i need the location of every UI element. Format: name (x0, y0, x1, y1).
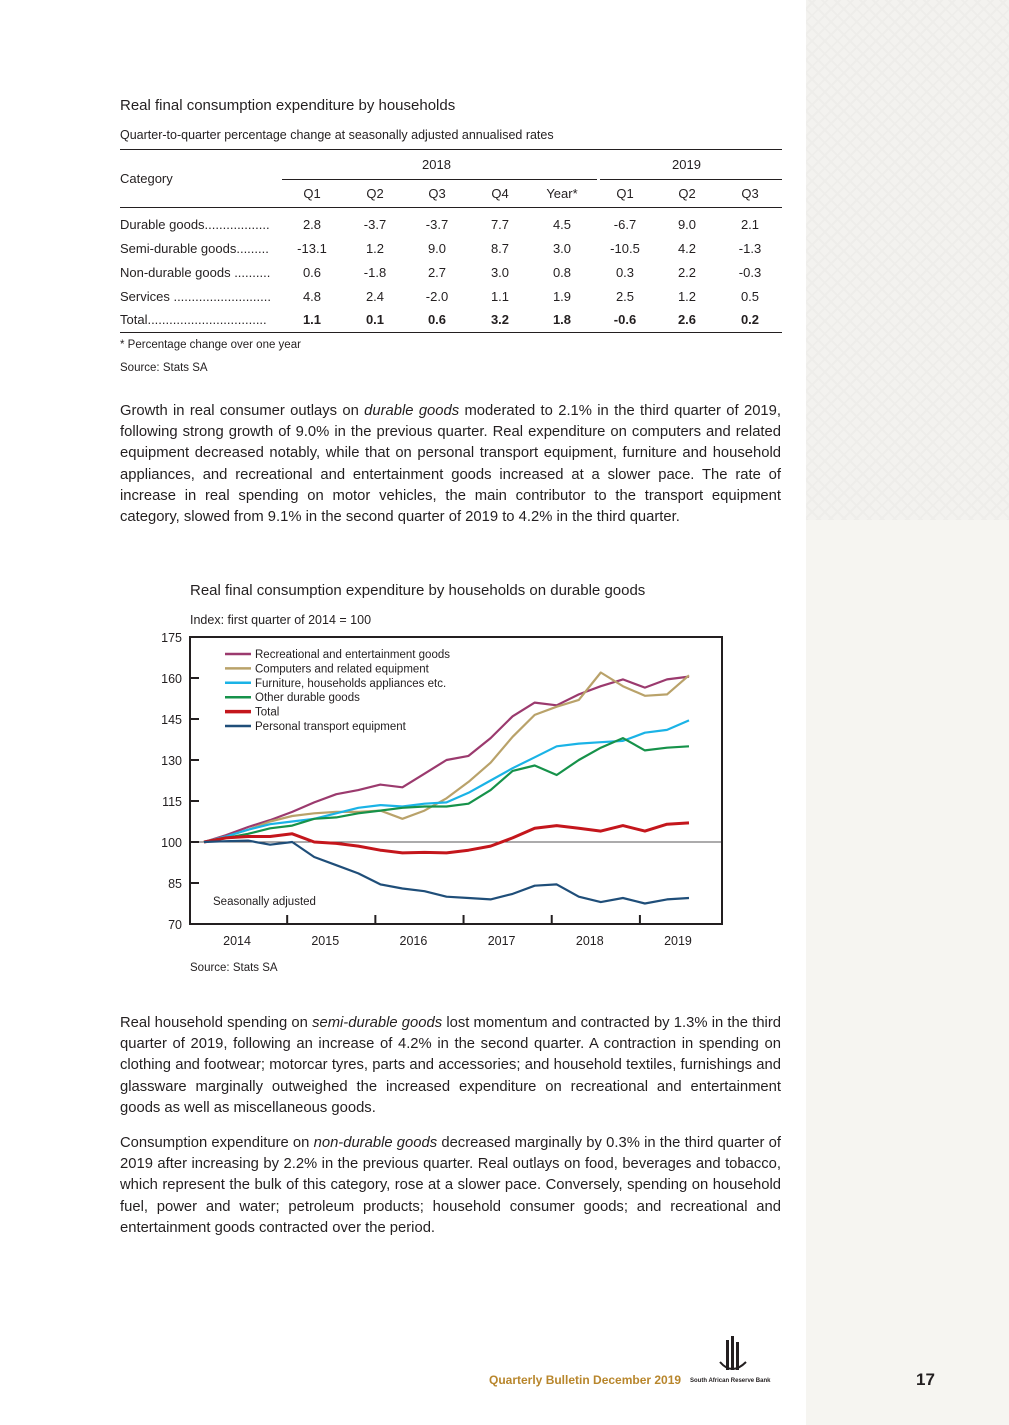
quarter-header: Q4 (491, 186, 509, 201)
table-row-label: Durable goods.................. (120, 217, 270, 232)
legend-label: Recreational and entertainment goods (255, 649, 450, 661)
y-tick-label: 70 (168, 918, 182, 932)
y-tick-label: 85 (168, 877, 182, 891)
quarter-header: Q2 (678, 186, 696, 201)
legend-label: Total (255, 706, 280, 719)
table-cell: 3.0 (490, 265, 510, 280)
table-cell: 4.8 (302, 289, 322, 304)
decorative-sidebar-lower (806, 520, 1009, 1425)
chart-y-label: Index: first quarter of 2014 = 100 (190, 613, 372, 627)
quarter-header: Q3 (741, 186, 759, 201)
table-cell: 1.2 (677, 289, 697, 304)
table-cell: 0.6 (427, 312, 447, 327)
table-cell: -13.1 (297, 241, 327, 256)
year-2018-rule (282, 179, 597, 180)
table-cell: 0.2 (740, 312, 760, 327)
table-cell: 0.8 (552, 265, 572, 280)
table-source: Source: Stats SA (120, 362, 208, 374)
legend-label: Computers and related equipment (255, 663, 429, 676)
table-cell: 8.7 (490, 241, 510, 256)
paragraph-non-durable-goods: Consumption expenditure on non-durable goods decreased marginally by 0.3% in the third quarter of 2019 after increasing by 2.2% in the previous quarter. Real outlays on food, beverages and tobacco, which represent the bulk of this category, rose at a slower pace. Conversely, spending on household fuel, power and water; petroleum products; household consumer goods; and recreational and entertainment goods contracted over the period. (120, 1135, 782, 1236)
year-header-2019: 2019 (672, 157, 701, 172)
table-cell: -2.0 (425, 289, 449, 304)
y-tick-label: 115 (162, 795, 182, 809)
series-line (204, 841, 689, 904)
bank-name: South African Reserve Bank (690, 1378, 771, 1384)
table-cell: 2.4 (365, 289, 385, 304)
table-bottom-rule (120, 332, 782, 333)
series-line (204, 738, 689, 842)
x-tick-label: 2019 (664, 934, 692, 948)
legend-label: Other durable goods (255, 692, 360, 705)
table-row-label: Total................................. (120, 312, 267, 327)
table-cell: 1.1 (302, 312, 322, 327)
bank-logo-icon (716, 1336, 752, 1376)
x-tick-label: 2016 (399, 934, 428, 948)
table-cell: 3.2 (490, 312, 510, 327)
table-cell: 2.5 (615, 289, 635, 304)
table-cell: -0.6 (613, 312, 637, 327)
table-cell: 7.7 (490, 217, 510, 232)
table-cell: -1.3 (738, 241, 762, 256)
table-row-label: Services ........................... (120, 289, 271, 304)
table-cell: -0.3 (738, 265, 762, 280)
table-cell: 0.1 (365, 312, 385, 327)
footer-publication: Quarterly Bulletin December 2019 (489, 1373, 682, 1387)
table-cell: 1.2 (365, 241, 385, 256)
table-cell: 1.1 (490, 289, 510, 304)
x-tick-label: 2017 (487, 934, 516, 948)
table-cell: -6.7 (613, 217, 637, 232)
table-cell: 2.2 (677, 265, 697, 280)
chart-annotation: Seasonally adjusted (213, 896, 316, 908)
y-tick-label: 160 (161, 672, 182, 686)
y-tick-label: 130 (161, 754, 182, 768)
table-cell: 9.0 (427, 241, 447, 256)
table-cell: -10.5 (610, 241, 640, 256)
table-cell: 3.0 (552, 241, 572, 256)
page-number: 17 (916, 1370, 935, 1389)
legend-label: Personal transport equipment (255, 721, 406, 733)
table-cell: 2.6 (677, 312, 697, 327)
category-header: Category (120, 171, 173, 186)
table-subtitle: Quarter-to-quarter percentage change at seasonally adjusted annualised rates (120, 128, 554, 142)
table-cell: 9.0 (677, 217, 697, 232)
quarter-header: Q1 (616, 186, 634, 201)
quarter-header: Year* (546, 186, 578, 201)
series-line (204, 677, 689, 842)
y-tick-label: 175 (161, 631, 182, 645)
table-row-label: Semi-durable goods......... (120, 241, 269, 256)
year-header-2018: 2018 (422, 157, 451, 172)
table-cell: 0.5 (740, 289, 760, 304)
table-cell: -3.7 (425, 217, 449, 232)
table-cell: 2.7 (427, 265, 447, 280)
x-tick-label: 2015 (311, 934, 340, 948)
table-cell: 2.1 (740, 217, 760, 232)
x-tick-label: 2018 (575, 934, 604, 948)
table-cell: 2.8 (302, 217, 322, 232)
table-cell: 1.8 (552, 312, 572, 327)
y-tick-label: 100 (161, 836, 182, 850)
table-cell: 0.6 (302, 265, 322, 280)
table-cell: -3.7 (363, 217, 387, 232)
plot-frame (190, 637, 722, 924)
table-cell: 4.2 (677, 241, 697, 256)
quarter-header: Q2 (366, 186, 384, 201)
table-footnote: * Percentage change over one year (120, 339, 301, 351)
paragraph-durable-goods: Growth in real consumer outlays on durable goods moderated to 2.1% in the third quarter of 2019, following strong growth of 9.0% in the previous quarter. Real expenditure on computers and related equipment decreased notably, while that on personal transport equipment, furniture and household appliances, and recreational and entertainment goods increased at a slower pace. The rate of increase in real spending on motor vehicles, the main contributor to the transport equipment category, slowed from 9.1% in the second quarter of 2019 to 4.2% in the third quarter. (120, 403, 782, 526)
paragraph-semi-durable-goods: Real household spending on semi-durable goods lost momentum and contracted by 1.3% in the third quarter of 2019, following an increase of 4.2% in the second quarter. A contraction in spending on clothing and footwear; motorcar tyres, parts and accessories; and household textiles, furnishings and glassware marginally outweighed the increased expenditure on recreational and entertainment goods as well as miscellaneous goods. (120, 1015, 781, 1116)
year-2019-rule (600, 179, 782, 180)
table-title: Real final consumption expenditure by households (120, 97, 456, 114)
table-row-label: Non-durable goods .......... (120, 265, 271, 280)
quarter-header: Q1 (303, 186, 321, 201)
chart-source: Source: Stats SA (190, 962, 278, 974)
table-cell: -1.8 (363, 265, 387, 280)
series-line (204, 823, 689, 853)
table-top-rule (120, 149, 782, 150)
chart-title: Real final consumption expenditure by households on durable goods (190, 582, 646, 599)
table-cell: 0.3 (615, 265, 635, 280)
series-line (204, 673, 689, 843)
table-cell: 4.5 (552, 217, 572, 232)
legend-label: Furniture, households appliances etc. (255, 677, 447, 690)
x-tick-label: 2014 (223, 934, 251, 948)
series-line (204, 720, 689, 842)
y-tick-label: 145 (161, 713, 182, 727)
quarter-header: Q3 (428, 186, 446, 201)
header-bottom-rule (120, 207, 782, 208)
table-cell: 1.9 (552, 289, 572, 304)
